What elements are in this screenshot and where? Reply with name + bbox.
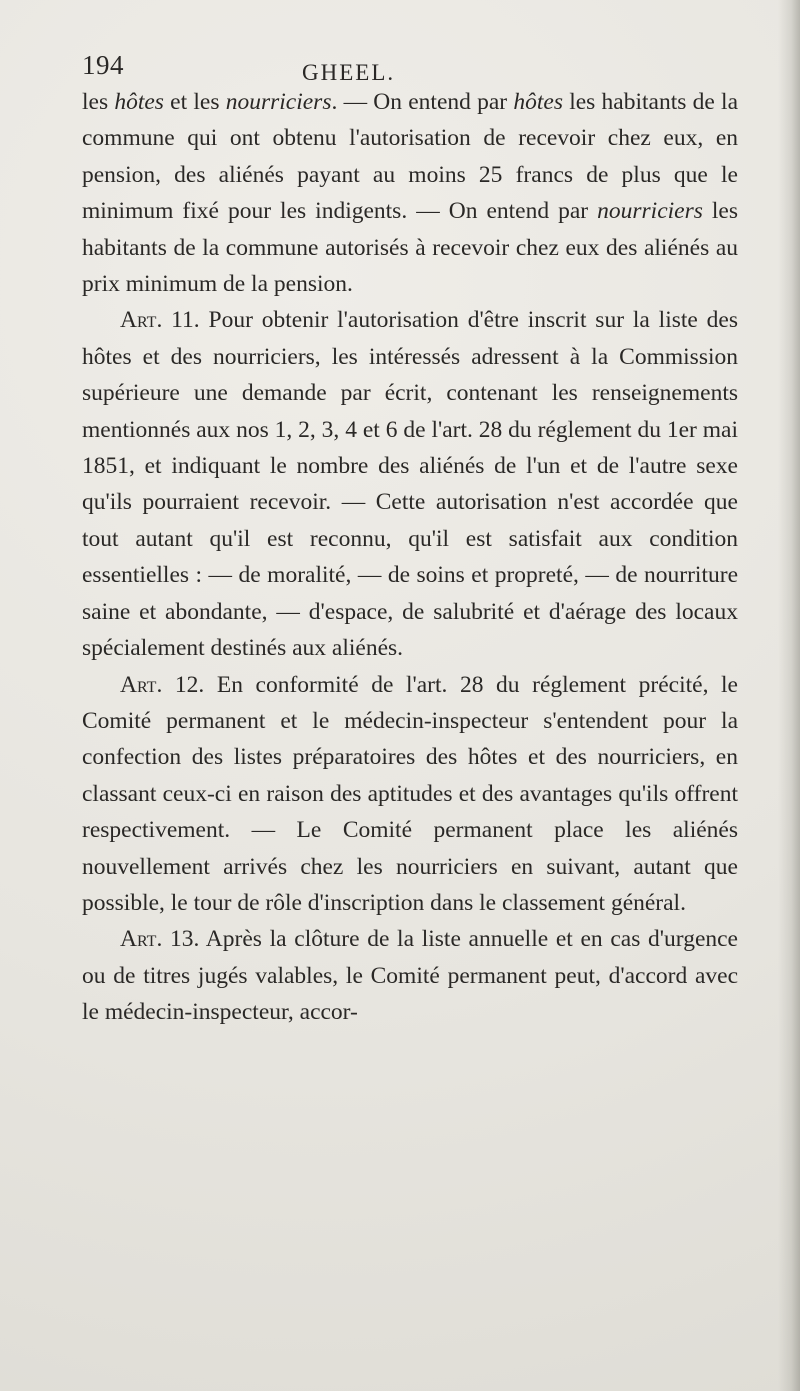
paragraph-text: et les — [163, 89, 226, 115]
article-text: Pour obtenir l'autorisation d'être inscrit sur la liste des hôtes et des nourriciers, les intéressés adressent à la Commission supérieure une demande par écrit, contenant les renseignements mentionnés aux nos 1, 2, 3, 4 et 6 de l'art. 28 du réglement du 1er mai 1851, et indiquant le nombre des aliénés de l'un et de l'autre sexe qu'ils pourraient recevoir. — Cette autorisation n'est accordée que tout autant qu'il est reconnu, qu'il est satisfait aux condition essentielles : — de moralité, — de soins et propreté, — de nourriture saine et abondante, — d'espace, de salubrité et d'aérage des locaux spécialement destinés aux aliénés. — [82, 307, 738, 662]
running-title: GHEEL. — [302, 60, 396, 85]
paragraph-prefix: les — [82, 89, 115, 115]
article-text: Après la clôture de la liste annuelle et en cas d'urgence ou de titres jugés valables, le Comité permanent peut, d'accord avec le médecin-inspecteur, accor- — [82, 926, 738, 1026]
paragraph-text: les habitants de la commune autorisés à recevoir chez eux des aliénés au prix minimum de la pension. — [82, 198, 739, 298]
term-nourriciers: nourriciers — [597, 198, 703, 225]
term-hotes: hôtes — [513, 89, 563, 115]
article-heading: Art. 12. — [120, 671, 205, 698]
article-12 — [82, 667, 738, 922]
article-heading: Art. 11. — [120, 307, 200, 334]
article-11 — [82, 302, 738, 666]
paragraph-text: les habitants de la commune qui ont obtenu l'autorisation de recevoir chez eux, en pension, des aliénés payant au moins 25 francs de plus que le minimum fixé pour les indigents. — On entend par — [82, 89, 738, 225]
paragraph-definitions — [82, 84, 738, 302]
body-text — [82, 84, 738, 1031]
page-edge-shadow — [778, 0, 800, 1391]
article-text: En conformité de l'art. 28 du réglement précité, le Comité permanent et le médecin-inspecteur s'entendent pour la confection des listes préparatoires des hôtes et des nourriciers, en classant ceux-ci en raison des aptitudes et des avantages qu'ils offrent respectivement. — Le Comité permanent place les aliénés nouvellement arrivés chez les nourriciers en suivant, autant que possible, le tour de rôle d'inscription dans le classement général. — [82, 671, 738, 916]
term-hotes: hôtes — [114, 89, 164, 115]
page-number: 194 — [82, 50, 124, 80]
article-13 — [82, 921, 738, 1030]
article-heading: Art. 13. — [120, 926, 200, 953]
paragraph-text: . — On entend par — [331, 89, 514, 115]
term-nourriciers: nourriciers — [225, 89, 332, 115]
